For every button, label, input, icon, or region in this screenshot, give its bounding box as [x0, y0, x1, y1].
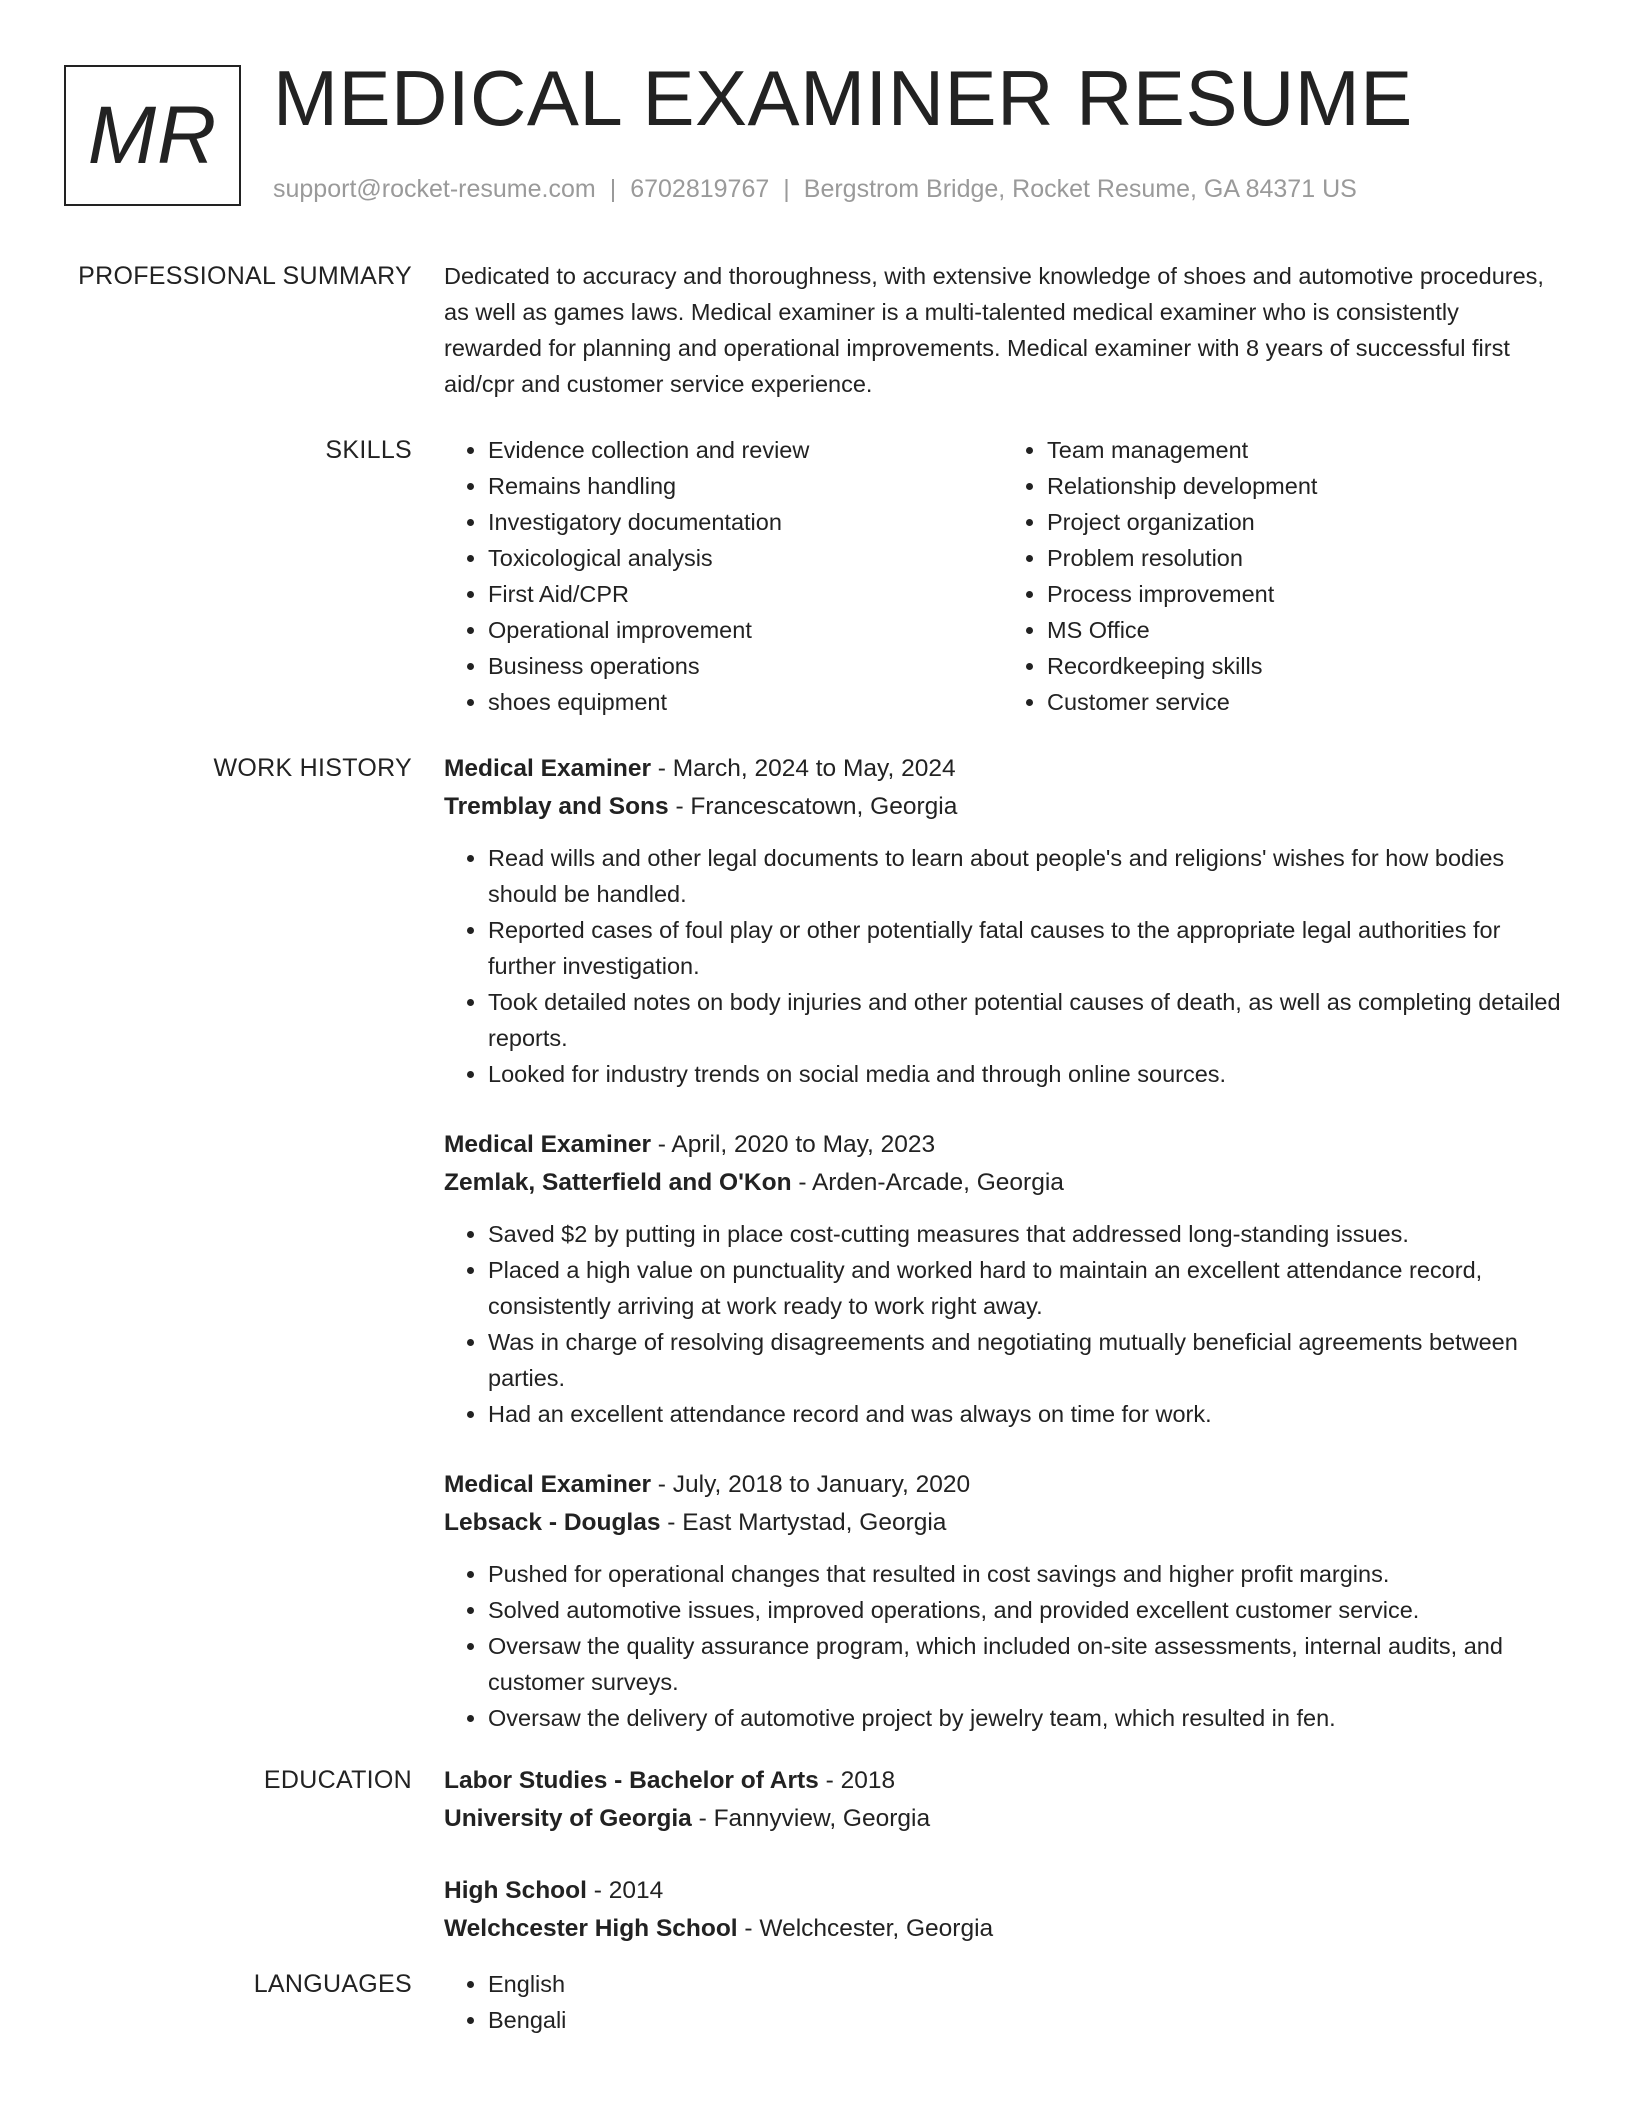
- skill-item: • Team management: [1047, 432, 1562, 468]
- job-entry: [444, 1466, 1562, 1736]
- skill-item: • Recordkeeping skills: [1047, 648, 1562, 684]
- duty-item: • Looked for industry trends on social media and through online sources.: [488, 1056, 1562, 1092]
- skill-item: • Operational improvement: [488, 612, 1003, 648]
- job-company: Tremblay and Sons: [444, 793, 669, 820]
- languages-section: [0, 1966, 1632, 2038]
- contact-email: support@rocket-resume.com: [273, 175, 596, 203]
- duty-item: • Solved automotive issues, improved operations, and provided excellent customer service.: [488, 1592, 1562, 1628]
- school-line: [444, 1800, 1562, 1838]
- education-entry: [444, 1872, 1562, 1948]
- degree-year: - 2014: [586, 1877, 664, 1904]
- skill-item: • shoes equipment: [488, 684, 1003, 720]
- skill-item: • Remains handling: [488, 468, 1003, 504]
- contact-separator: |: [783, 175, 790, 203]
- school: Welchcester High School: [444, 1915, 738, 1942]
- degree: Labor Studies - Bachelor of Arts: [444, 1767, 819, 1794]
- skill-item: • Project organization: [1047, 504, 1562, 540]
- skill-item: • Relationship development: [1047, 468, 1562, 504]
- summary-heading: PROFESSIONAL SUMMARY: [78, 262, 412, 290]
- resume-title: MEDICAL EXAMINER RESUME: [273, 54, 1413, 142]
- contact-address: Bergstrom Bridge, Rocket Resume, GA 84371 US: [803, 175, 1357, 203]
- duty-item: • Took detailed notes on body injuries and other potential causes of death, as well as completing detailed reports.: [488, 984, 1562, 1056]
- job-title-line: [444, 750, 1562, 788]
- job-title-line: [444, 1466, 1562, 1504]
- skill-item: • First Aid/CPR: [488, 576, 1003, 612]
- resume-content: [0, 258, 1632, 2038]
- work-history-section: [0, 750, 1632, 1750]
- work-history-heading: WORK HISTORY: [213, 754, 412, 782]
- summary-section: [0, 258, 1632, 402]
- job-company-line: [444, 1164, 1562, 1202]
- contact-phone: 6702819767: [630, 175, 770, 203]
- job-duties: [444, 1216, 1562, 1432]
- degree: High School: [444, 1877, 587, 1904]
- skill-item: • Customer service: [1047, 684, 1562, 720]
- job-company-line: [444, 788, 1562, 826]
- job-location: - Francescatown, Georgia: [668, 793, 958, 820]
- job-duties: [444, 1556, 1562, 1736]
- skill-item: • Toxicological analysis: [488, 540, 1003, 576]
- job-company: Lebsack - Douglas: [444, 1509, 661, 1536]
- skill-item: • Business operations: [488, 648, 1003, 684]
- monogram-initials: MR: [87, 89, 218, 181]
- degree-line: [444, 1762, 1562, 1800]
- job-location: - Arden-Arcade, Georgia: [791, 1169, 1064, 1196]
- duty-item: • Oversaw the quality assurance program, which included on-site assessments, internal audits, and customer surveys.: [488, 1628, 1562, 1700]
- skill-item: • Problem resolution: [1047, 540, 1562, 576]
- duty-item: • Was in charge of resolving disagreements and negotiating mutually beneficial agreements between parties.: [488, 1324, 1562, 1396]
- duty-item: • Pushed for operational changes that resulted in cost savings and higher profit margins.: [488, 1556, 1562, 1592]
- job-dates: - March, 2024 to May, 2024: [650, 755, 956, 782]
- contact-line: [273, 175, 1357, 204]
- skills-heading: SKILLS: [325, 436, 412, 464]
- education-section: [0, 1762, 1632, 1966]
- job-entry: [444, 1126, 1562, 1432]
- duty-item: • Placed a high value on punctuality and worked hard to maintain an excellent attendance record, consistently arriving at work ready to work right away.: [488, 1252, 1562, 1324]
- skills-list-right: [1003, 432, 1562, 720]
- job-title: Medical Examiner: [444, 1471, 651, 1498]
- skill-item: • Investigatory documentation: [488, 504, 1003, 540]
- language-item: • Bengali: [488, 2002, 1562, 2038]
- education-heading: EDUCATION: [263, 1766, 412, 1794]
- contact-separator: |: [609, 175, 617, 203]
- skill-item: • Process improvement: [1047, 576, 1562, 612]
- duty-item: • Oversaw the delivery of automotive project by jewelry team, which resulted in fen.: [488, 1700, 1562, 1736]
- job-dates: - July, 2018 to January, 2020: [650, 1471, 971, 1498]
- job-title: Medical Examiner: [444, 755, 651, 782]
- skills-section: [0, 432, 1632, 720]
- job-title-line: [444, 1126, 1562, 1164]
- duty-item: • Saved $2 by putting in place cost-cutting measures that addressed long-standing issues.: [488, 1216, 1562, 1252]
- school-line: [444, 1910, 1562, 1948]
- job-company: Zemlak, Satterfield and O'Kon: [444, 1169, 792, 1196]
- duty-item: • Read wills and other legal documents to learn about people's and religions' wishes for how bodies should be handled.: [488, 840, 1562, 912]
- job-title: Medical Examiner: [444, 1131, 651, 1158]
- skill-item: • Evidence collection and review: [488, 432, 1003, 468]
- skill-item: • MS Office: [1047, 612, 1562, 648]
- school: University of Georgia: [444, 1805, 692, 1832]
- languages-heading: LANGUAGES: [253, 1970, 412, 1998]
- job-location: - East Martystad, Georgia: [660, 1509, 947, 1536]
- job-duties: [444, 840, 1562, 1092]
- job-entry: [444, 750, 1562, 1092]
- duty-item: • Had an excellent attendance record and was always on time for work.: [488, 1396, 1562, 1432]
- language-item: • English: [488, 1966, 1562, 2002]
- duty-item: • Reported cases of foul play or other potentially fatal causes to the appropriate legal authorities for further investigation.: [488, 912, 1562, 984]
- degree-line: [444, 1872, 1562, 1910]
- school-location: - Welchcester, Georgia: [737, 1915, 994, 1942]
- job-company-line: [444, 1504, 1562, 1542]
- degree-year: - 2018: [818, 1767, 896, 1794]
- monogram-box: [64, 65, 241, 206]
- skills-list-left: [444, 432, 1003, 720]
- education-entry: [444, 1762, 1562, 1838]
- job-dates: - April, 2020 to May, 2023: [650, 1131, 936, 1158]
- summary-text: Dedicated to accuracy and thoroughness, with extensive knowledge of shoes and automotive procedures, as well as games laws. Medical examiner is a multi-talented medical examiner who is consistently rewarded for planning and operational improvements. Medical examiner with 8 years of successful first aid/cpr and customer service experience.: [444, 263, 1544, 397]
- school-location: - Fannyview, Georgia: [691, 1805, 931, 1832]
- languages-list: [444, 1966, 1562, 2038]
